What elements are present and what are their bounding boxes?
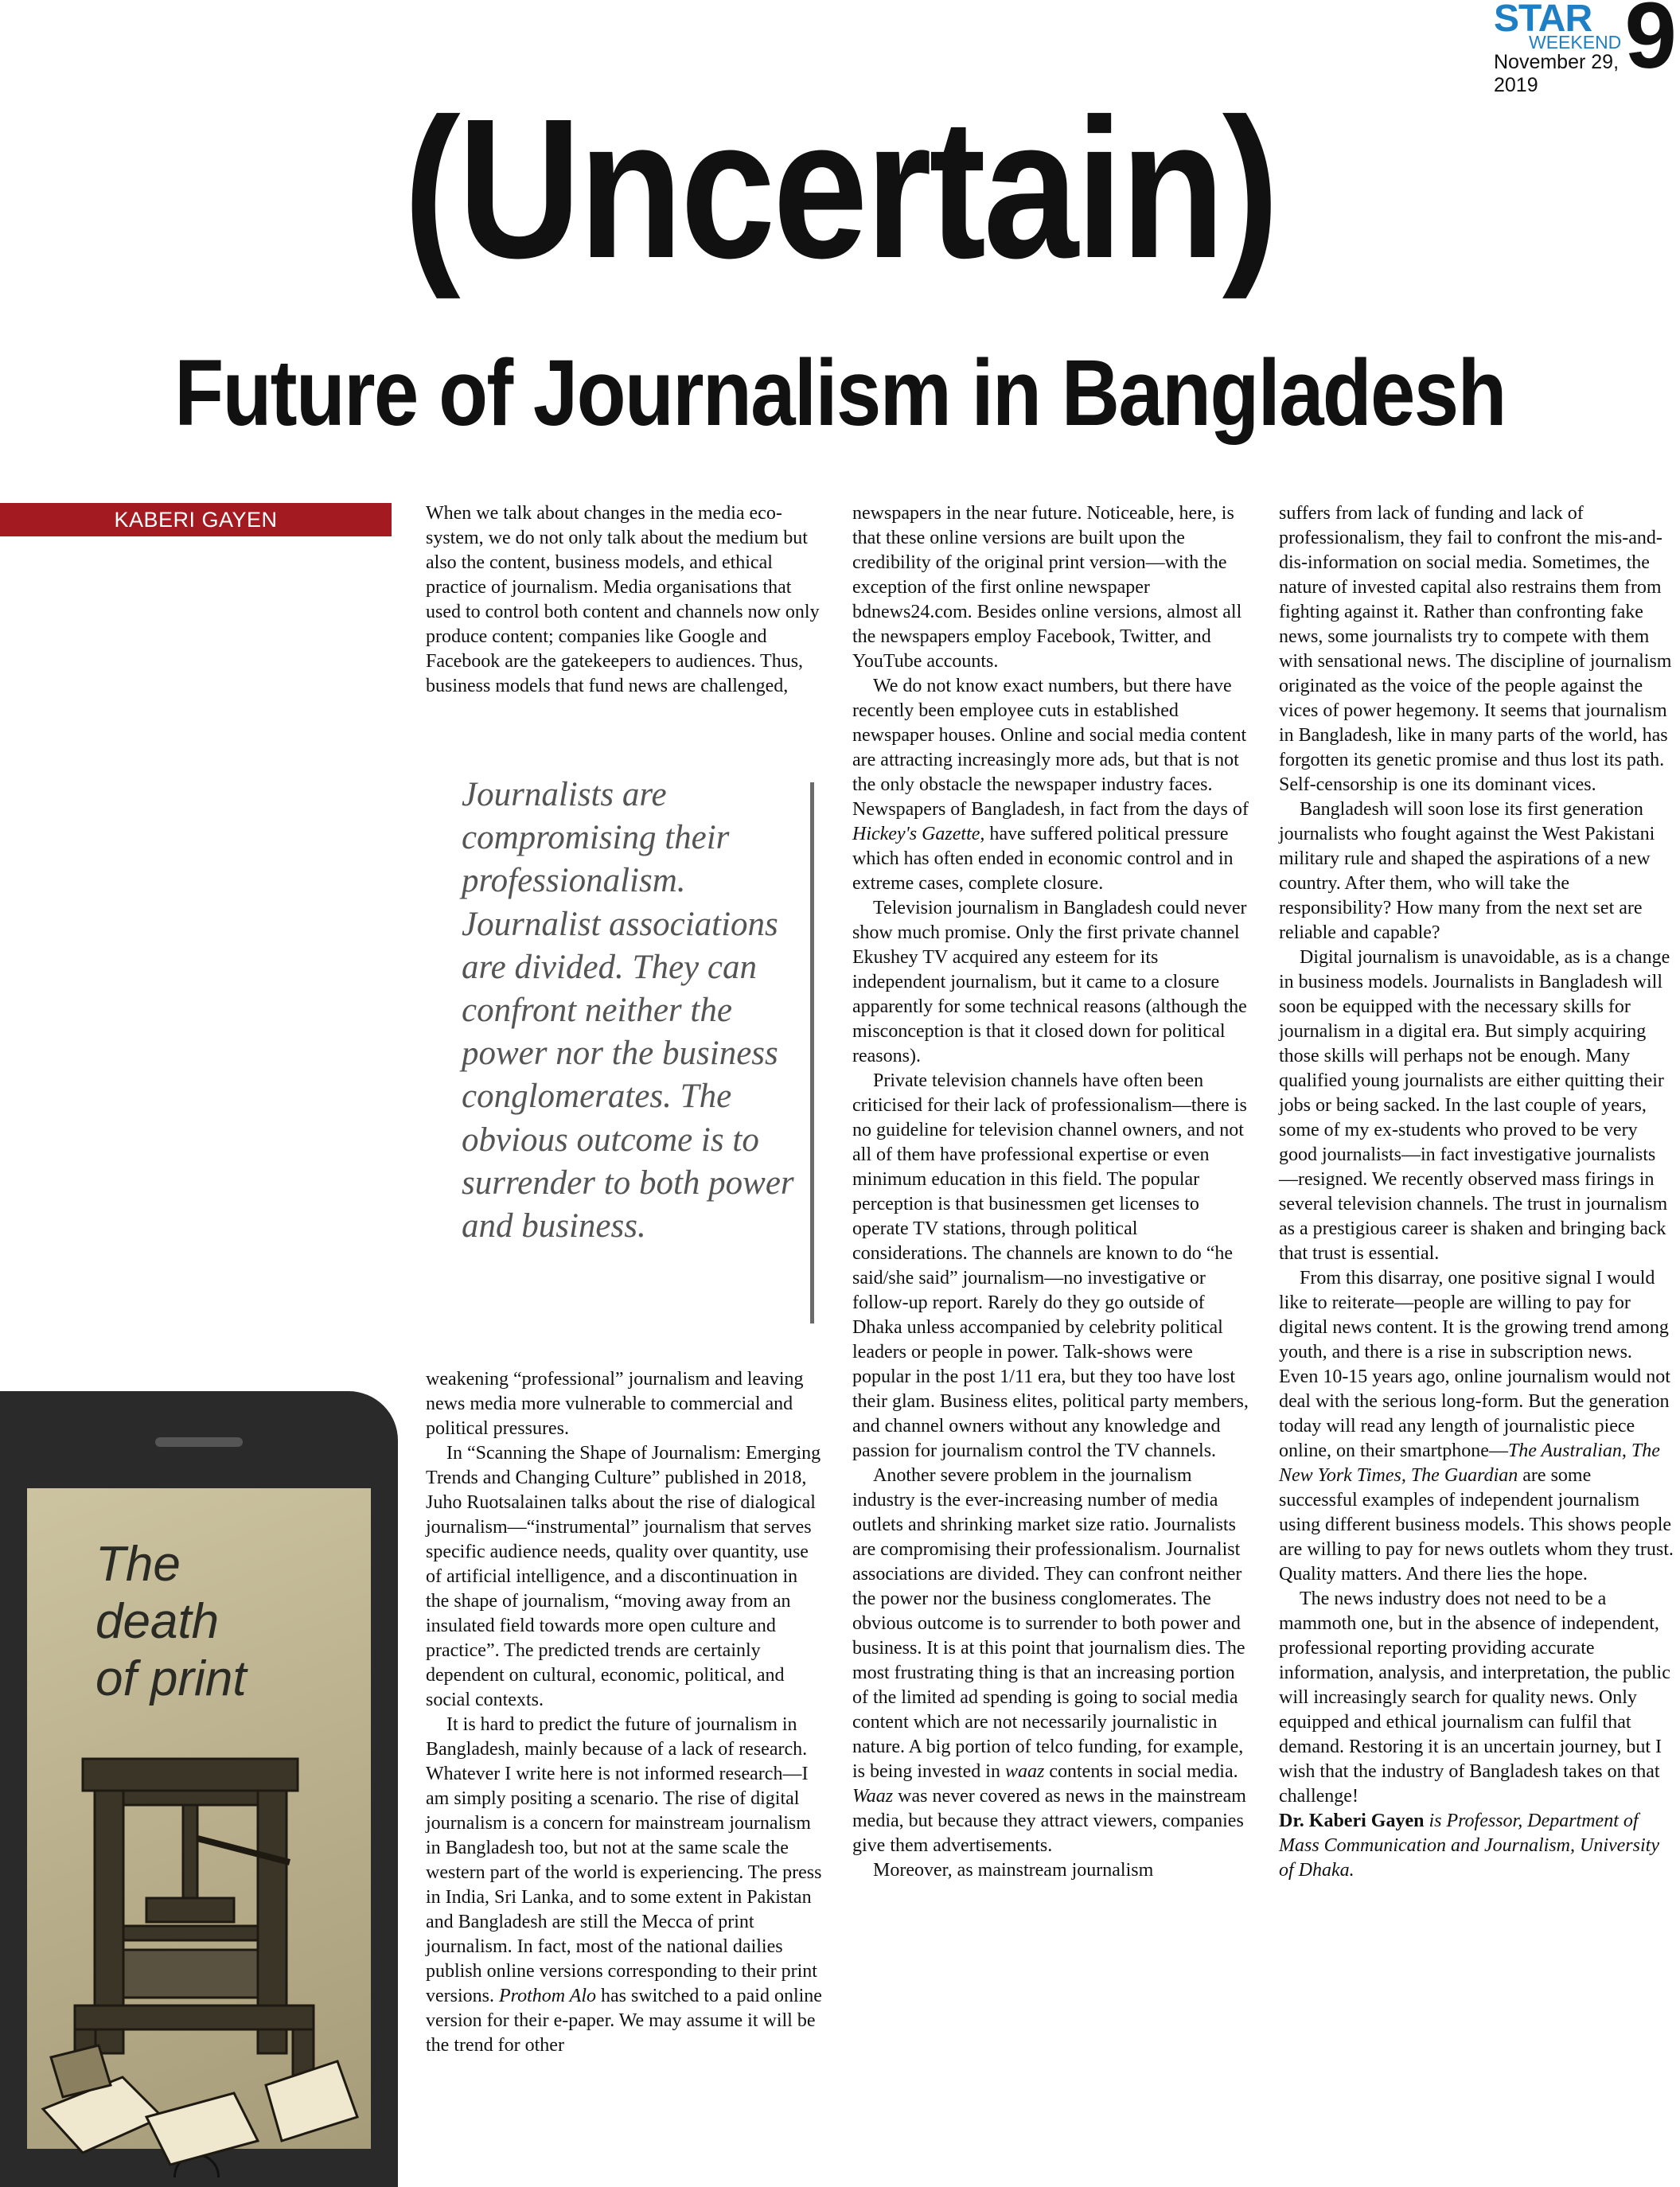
page-brand [1494,0,1677,96]
press-crossbeam-lower [99,1791,282,1805]
author-bio [1279,1809,1674,1883]
paragraph [1279,1266,1674,1587]
paragraph: The news industry does not need to be a mammoth one, but in the absence of independent, professional reporting providing accurate information, analysis, and interpretation, the public will increasingly search for quality news. Only equipped and ethical journalism can fulfil that demand. Restoring it is an uncertain journey, but I wish that the industry of Bangladesh takes on that challenge! [1279,1589,1670,1807]
article-column-2 [852,501,1252,1883]
illustration-caption [95,1536,358,1708]
paragraph: Moreover, as mainstream journalism [873,1860,1154,1881]
article-column-1-bottom [426,1367,824,2058]
text-run: From this disarray, one positive signal I would like to reiterate—people are willing to pay for digital news content. It is the growing trend among youth, and there is a rise in subscription news. Even 10-15 years ago, online journalism would not deal with the serious long-form. But the generation today will read any length of journalistic piece online, on their smartphone— [1279,1268,1670,1461]
text-run: are some successful examples of independent journalism using different business models. This shows people are willing to pay for news outlets whom they trust. Quality matters. And there lies the hope. [1279,1465,1674,1585]
paragraph: suffers from lack of funding and lack of professionalism, they fail to confront the mis-and-dis-information on social media. Sometimes, the nature of invested capital also restrains them from fighting against it. Rather than confronting fake news, some journalists try to compete with them with sensational news. The discipline of journalism originated as the voice of the people against the vices of power hegemony. It seems that journalism in Bangladesh, like in many parts of the world, has forgotten its genetic promise and thus lost its path. Self-censorship is one its dominant vices. [1279,503,1672,795]
article-column-3 [1279,501,1674,1883]
phone-speaker [155,1437,243,1447]
paragraph [852,1464,1252,1858]
paragraph: In “Scanning the Shape of Journalism: Emerging Trends and Changing Culture” published in 2018, Juho Ruotsalainen talks about the rise of dialogical journalism—“instrumental” journalism that serves specific audience needs, quality over quantity, use of artificial intelligence, and a discontinuation in the shape of journalism, “moving away from an insulated field towards more open culture and practice”. The predicted trends are certainly dependent on cultural, economic, political, and social contexts. [426,1443,821,1710]
article-column-1-top [426,501,824,699]
publication-name: Prothom Alo [499,1986,597,2006]
emphasis: waaz [1004,1761,1045,1782]
headline-main: (Uncertain) [403,77,1277,299]
text-run: has switched to a paid online version for their e-paper. We may assume it will be the trend for other [426,1986,822,2056]
text-run: Another severe problem in the journalism industry is the ever-increasing number of media outlets and shrinking market size ratio. Journalists are compromising their professionalism. Journalist associations are divided. They can confront neither the power nor the business conglomerates. The obvious outcome is to surrender to both power and business. It is at this point that journalism dies. The most frustrating thing is that an increasing portion of the limited ad spending is going to social media content which are not necessarily journalistic in nature. A big portion of telco funding, for example, is being invested in [852,1465,1245,1782]
caption-line: The [95,1537,181,1592]
pull-quote-rule [810,782,814,1324]
stacked-book-right [266,2061,357,2141]
text-run: contents in social media. [1049,1761,1238,1782]
paragraph [852,674,1252,896]
byline-author: KABERI GAYEN [114,508,278,532]
press-crossbeam [83,1759,298,1791]
brand-star-logo: STAR [1494,0,1592,40]
author-name: Dr. Kaberi Gayen [1279,1811,1425,1831]
paragraph: When we talk about changes in the media eco-system, we do not only talk about the medium but also the content, business models, and ethical practice of journalism. Media organisations that used to control both content and channels now only produce content; companies like Google and Facebook are the gatekeepers to audiences. Thus, business models that fund news are challenged, [426,503,820,696]
text-run: It is hard to predict the future of journalism in Bangladesh, mainly because of a lack of research. Whatever I write here is not informed research—I am simply positing a scenario. The rise of digital journalism is a concern for mainstream journalism in Bangladesh too, but not at the same scale the western part of the world is experiencing. The press in India, Sri Lanka, and to some extent in Pakistan and Bangladesh are still the Mecca of print journalism. In fact, most of the national dailies publish online versions corresponding to their print versions. [426,1714,822,2006]
paragraph: Digital journalism is unavoidable, as is a change in business models. Journalists in Bangladesh will soon be equipped with the necessary skills for journalism in a digital era. But simply acquiring those skills will perhaps not be enough. Many qualified young journalists are either quitting their jobs or being sacked. In the last couple of years, some of my ex-students who proved to be very good journalists—in fact investigative journalists—resigned. We recently observed mass firings in several television channels. The trust in journalism as a prestigious career is shaken and bringing back that trust is essential. [1279,947,1670,1264]
publication-name: Hickey's Gazette, [852,824,985,844]
author-title: is Professor, Department of Mass Communication and Journalism, University of Dhaka. [1279,1811,1659,1881]
open-book-center [146,2093,258,2165]
headline-sub: Future of Journalism in Bangladesh [174,341,1506,446]
paragraph: Television journalism in Bangladesh could never show much promise. Only the first private channel Ekushey TV acquired any esteem for its independent journalism, but it came to a closure apparently for some technical reasons (although the misconception is that it closed down for political reasons). [852,898,1247,1066]
pull-quote: Journalists are compromising their professionalism. Journalist associations are divided. They can confront neither the power nor the business conglomerates. The obvious outcome is to surrender to both power and business. [462,776,794,1246]
printing-press-illustration [27,1743,371,2187]
text-run: We do not know exact numbers, but there have recently been employee cuts in established newspaper houses. Online and social media content are attracting increasingly more ads, but that is not the only obstacle the newspaper industry faces. Newspapers of Bangladesh, in fact from the days of [852,676,1249,820]
press-frame-panel [123,1950,258,1998]
press-screw [183,1805,197,1900]
paragraph: Bangladesh will soon lose its first generation journalists who fought against the West Pakistani military rule and shaped the aspirations of a new country. After them, who will take the responsibility? How many from the next set are reliable and capable? [1279,799,1655,943]
paragraph [426,1713,824,2058]
caption-line: of print [95,1651,247,1706]
press-base-rail [75,2006,314,2029]
press-platen [146,1898,234,1922]
paragraph: Private television channels have often been criticised for their lack of professionalism—there is no guideline for television channel owners, and not all of them have professional expertise or even minimum education in this field. The popular perception is that businessmen get licenses to operate TV stations, through political considerations. The channels are known to do “he said/she said” journalism—no investigative or follow-up report. Rarely do they go outside of Dhaka unless accompanied by celebrity political leaders or people in power. Talk-shows were popular in the post 1/11 era, but they too have lost their glam. Business elites, political party members, and channel owners without any knowledge and passion for journalism control the TV channels. [852,1070,1249,1461]
page-number: 9 [1624,0,1677,88]
publication-names: The Australian, The New York Times, The Guardian [1279,1440,1660,1486]
brand-weekend-label: WEEKEND [1529,32,1622,53]
press-bed [123,1926,258,1940]
emphasis: Waaz [852,1786,894,1807]
text-run: was never covered as news in the mainstream media, but because they attract viewers, companies give them advertisements. [852,1786,1246,1856]
text-run: have suffered political pressure which has often ended in economic control and in extreme cases, complete closure. [852,824,1234,894]
issue-date: November 29, 2019 [1494,51,1620,96]
caption-line: death [95,1594,220,1649]
paragraph: weakening “professional” journalism and leaving news media more vulnerable to commercial and political pressures. [426,1369,804,1439]
paragraph: newspapers in the near future. Noticeable, here, is that these online versions are built upon the credibility of the original print version—with the exception of the first online newspaper bdnews24.com. Besides online versions, almost all the newspapers employ Facebook, Twitter, and YouTube accounts. [852,503,1242,672]
